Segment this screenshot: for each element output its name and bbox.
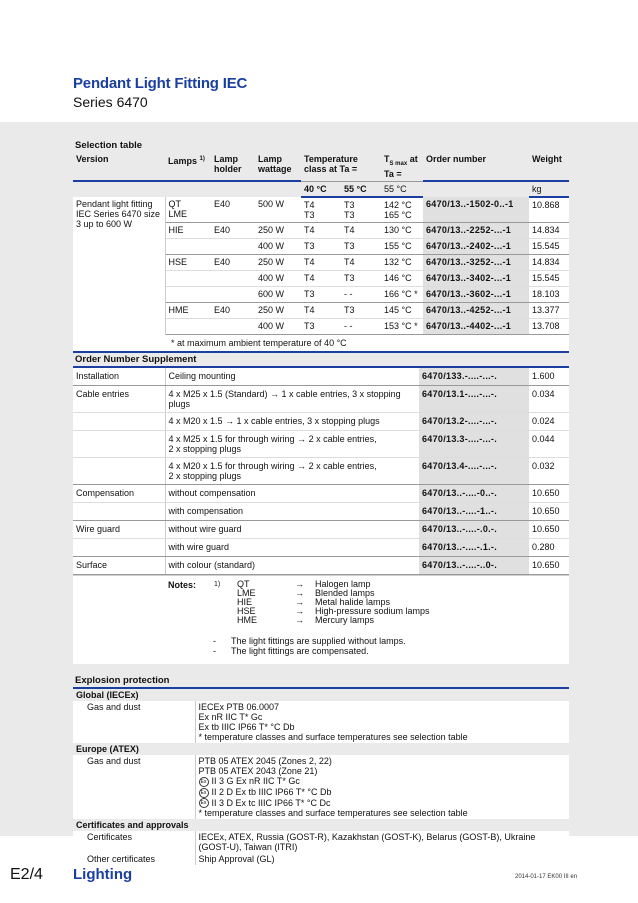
- note-meaning: Metal halide lamps: [315, 597, 391, 608]
- supplement-desc: 4 x M25 x 1.5 (Standard) → 1 x cable entries, 3 x stopping plugs: [165, 386, 419, 413]
- weight-cell: 13.377: [529, 303, 569, 319]
- lamp-cell: [165, 239, 211, 255]
- order-cell: 6470/13..-3402-...-1: [423, 271, 529, 287]
- supplement-weight: 10.650: [529, 503, 569, 521]
- temp55-cell: T3: [341, 271, 381, 287]
- temp40-cell: T4: [301, 271, 341, 287]
- holder-cell: E40: [211, 255, 255, 271]
- temp40-cell: T3: [301, 239, 341, 255]
- europe-line: PTB 05 ATEX 2045 (Zones 2, 22): [198, 756, 332, 767]
- note-code: HIE: [237, 597, 253, 608]
- wattage-cell: 400 W: [255, 271, 301, 287]
- order-cell: 6470/13..-1502-0..-1: [423, 197, 529, 223]
- arrow-icon: →: [295, 588, 304, 599]
- supplement-order: 6470/13..-....-0..-.: [419, 485, 529, 503]
- other-cert-label: Other certificates: [87, 854, 156, 865]
- ts-cell: 142 °C 165 °C: [381, 197, 423, 223]
- temp40-cell: T4: [301, 255, 341, 271]
- note-code: HME: [237, 615, 257, 626]
- weight-cell: 10.868: [529, 197, 569, 223]
- sub-55: 55 °C: [341, 181, 381, 197]
- selection-row: [73, 197, 569, 223]
- supplement-row: [73, 413, 569, 431]
- lamp-cell: [165, 287, 211, 303]
- lamp-cell: HSE: [165, 255, 211, 271]
- wattage-cell: 400 W: [255, 319, 301, 335]
- supplement-order: 6470/13.2-....-...-.: [419, 413, 529, 431]
- col-weight: Weight: [529, 152, 569, 181]
- cert-label: Certificates: [87, 832, 133, 843]
- supplement-order: 6470/13..-....-.0.-.: [419, 521, 529, 539]
- selection-table: [73, 152, 569, 335]
- global-line: Ex tb IIIC IP66 T* °C Db: [198, 722, 295, 733]
- lamp-cell: QT LME: [165, 197, 211, 223]
- global-line: * temperature classes and surface temperatures see selection table: [198, 732, 468, 743]
- other-cert-text: Ship Approval (GL): [195, 853, 569, 865]
- col-ts: $T_{S max}$ at Ta =: [381, 152, 423, 181]
- supplement-category: [73, 539, 165, 557]
- page-title: Pendant Light Fitting IEC: [73, 75, 248, 92]
- supplement-category: [73, 431, 165, 458]
- wattage-cell: 250 W: [255, 255, 301, 271]
- supplement-order: 6470/13..-....-1..-.: [419, 503, 529, 521]
- order-cell: 6470/13..-4402-...-1: [423, 319, 529, 335]
- ts-cell: 153 °C *: [381, 319, 423, 335]
- europe-label: Gas and dust: [87, 756, 141, 767]
- europe-line: PTB 05 ATEX 2043 (Zone 21): [198, 766, 318, 777]
- holder-cell: [211, 319, 255, 335]
- supplement-order: 6470/13.1-....-...-.: [419, 386, 529, 413]
- temp40-cell: T3: [301, 319, 341, 335]
- col-lamps: Lamps $^{1)}$: [165, 152, 211, 181]
- ts-cell: 155 °C: [381, 239, 423, 255]
- notes-box: [73, 575, 569, 664]
- remark-text: The light fittings are compensated.: [231, 646, 369, 657]
- cert-text: IECEx, ATEX, Russia (GOST-R), Kazakhstan (GOST-K), Belarus (GOST-B), Ukraine (GOST-U), Taiwan (ITRI): [195, 831, 569, 853]
- supplement-desc: without wire guard: [165, 521, 419, 539]
- global-title: Global (IECEx): [73, 689, 569, 701]
- holder-cell: E40: [211, 303, 255, 319]
- notes-ref: 1): [214, 581, 221, 589]
- europe-note: * temperature classes and surface temperatures see selection table: [198, 808, 468, 819]
- supplement-desc: without compensation: [165, 485, 419, 503]
- supplement-order: 6470/13..-....-..0-.: [419, 557, 529, 575]
- europe-ex-line: [199, 787, 567, 798]
- supplement-desc: 4 x M20 x 1.5 → 1 x cable entries, 3 x stopping plugs: [165, 413, 419, 431]
- supplement-order: 6470/13..-....-.1.-.: [419, 539, 529, 557]
- notes-label: Notes:: [168, 580, 197, 591]
- supplement-category: [73, 458, 165, 485]
- lamp-cell: [165, 319, 211, 335]
- temp40-cell: T4 T3: [301, 197, 341, 223]
- supplement-row: [73, 521, 569, 539]
- weight-cell: 13.708: [529, 319, 569, 335]
- doc-date: 2014-01-17 EK00 III en: [515, 874, 578, 880]
- order-cell: 6470/13..-2402-...-1: [423, 239, 529, 255]
- supplement-weight: 10.650: [529, 521, 569, 539]
- sub-kg: kg: [529, 181, 569, 197]
- note-code: HSE: [237, 606, 256, 617]
- weight-cell: 15.545: [529, 271, 569, 287]
- arrow-icon: →: [295, 597, 304, 608]
- europe-title: Europe (ATEX): [73, 743, 569, 755]
- page-subtitle: Series 6470: [73, 94, 148, 110]
- note-meaning: Mercury lamps: [315, 615, 375, 626]
- weight-cell: 14.834: [529, 255, 569, 271]
- temp40-cell: T3: [301, 287, 341, 303]
- lamp-cell: HIE: [165, 223, 211, 239]
- supplement-order: 6470/133.-....-...-.: [419, 368, 529, 386]
- holder-cell: [211, 271, 255, 287]
- supplement-weight: 0.044: [529, 431, 569, 458]
- supplement-weight: 0.024: [529, 413, 569, 431]
- ts-cell: 166 °C *: [381, 287, 423, 303]
- temp55-cell: - -: [341, 319, 381, 335]
- temp55-cell: T3: [341, 303, 381, 319]
- ts-cell: 146 °C: [381, 271, 423, 287]
- supplement-desc: Ceiling mounting: [165, 368, 419, 386]
- supplement-row: [73, 557, 569, 575]
- europe-ex-line: [199, 776, 567, 787]
- supplement-weight: 0.032: [529, 458, 569, 485]
- supplement-category: Compensation: [73, 485, 165, 503]
- wattage-cell: 400 W: [255, 239, 301, 255]
- global-label: Gas and dust: [87, 702, 141, 713]
- europe-ex-text: II 2 D Ex tb IIIC IP66 T* °C Db: [211, 786, 332, 797]
- note-meaning: Halogen lamp: [315, 579, 371, 590]
- weight-cell: 15.545: [529, 239, 569, 255]
- supplement-row: [73, 458, 569, 485]
- europe-ex-text: II 3 D Ex tc IIIC IP66 T* °C Dc: [211, 797, 331, 808]
- sub-40: 40 °C: [301, 181, 341, 197]
- datasheet: [73, 139, 569, 865]
- ts-cell: 130 °C: [381, 223, 423, 239]
- supplement-desc: with compensation: [165, 503, 419, 521]
- version-cell: Pendant light fitting IEC Series 6470 size 3 up to 600 W: [73, 197, 165, 335]
- supplement-weight: 10.650: [529, 485, 569, 503]
- temp55-cell: T4: [341, 255, 381, 271]
- supplement-weight: 0.034: [529, 386, 569, 413]
- supplement-category: Surface: [73, 557, 165, 575]
- remark-line: - The light fittings are supplied without lamps.: [213, 636, 406, 647]
- supplement-order: 6470/13.4-....-...-.: [419, 458, 529, 485]
- explosion-table: [73, 689, 569, 865]
- supplement-category: Cable entries: [73, 386, 165, 413]
- supplement-row: [73, 386, 569, 413]
- cert-title: Certificates and approvals: [73, 819, 569, 831]
- sub-ts: 55 °C: [381, 181, 423, 197]
- supplement-desc: with wire guard: [165, 539, 419, 557]
- ex-icon: Ex: [199, 798, 209, 808]
- supplement-desc: with colour (standard): [165, 557, 419, 575]
- temp55-cell: T4: [341, 223, 381, 239]
- supplement-weight: 10.650: [529, 557, 569, 575]
- temp55-cell: T3 T3: [341, 197, 381, 223]
- weight-cell: 18.103: [529, 287, 569, 303]
- note-code: QT: [237, 579, 250, 590]
- order-cell: 6470/13..-2252-...-1: [423, 223, 529, 239]
- holder-cell: E40: [211, 197, 255, 223]
- arrow-icon: →: [295, 606, 304, 617]
- supplement-category: Wire guard: [73, 521, 165, 539]
- supplement-desc: 4 x M25 x 1.5 for through wiring → 2 x cable entries, 2 x stopping plugs: [165, 431, 419, 458]
- ex-icon: Ex: [199, 788, 209, 798]
- arrow-icon: →: [295, 615, 304, 626]
- order-cell: 6470/13..-3252-...-1: [423, 255, 529, 271]
- supplement-category: [73, 413, 165, 431]
- holder-cell: [211, 287, 255, 303]
- col-holder: Lamp holder: [211, 152, 255, 181]
- supplement-row: [73, 539, 569, 557]
- temp55-cell: T3: [341, 239, 381, 255]
- lamp-cell: HME: [165, 303, 211, 319]
- supplement-table: [73, 368, 569, 575]
- europe-ex-text: II 3 G Ex nR IIC T* Gc: [211, 776, 300, 787]
- temp40-cell: T4: [301, 223, 341, 239]
- section-name: Lighting: [73, 866, 133, 883]
- holder-cell: [211, 239, 255, 255]
- selection-title: Selection table: [75, 140, 143, 151]
- explosion-title: Explosion protection: [73, 674, 569, 689]
- col-version: Version: [73, 152, 165, 181]
- page-number: E2/4: [10, 866, 43, 883]
- remark-line: - The light fittings are compensated.: [213, 646, 369, 657]
- note-code: LME: [237, 588, 256, 599]
- global-line: Ex nR IIC T* Gc: [198, 712, 263, 723]
- remark-text: The light fittings are supplied without lamps.: [231, 636, 406, 647]
- supplement-order: 6470/13.3-....-...-.: [419, 431, 529, 458]
- supplement-row: [73, 503, 569, 521]
- temp40-cell: T4: [301, 303, 341, 319]
- ts-cell: 145 °C: [381, 303, 423, 319]
- selection-footnote: * at maximum ambient temperature of 40 °C: [73, 335, 569, 353]
- col-temperature: Temperature class at Ta =: [301, 152, 381, 181]
- note-meaning: High-pressure sodium lamps: [315, 606, 430, 617]
- wattage-cell: 600 W: [255, 287, 301, 303]
- wattage-cell: 250 W: [255, 303, 301, 319]
- weight-cell: 14.834: [529, 223, 569, 239]
- europe-ex-line: [199, 798, 567, 809]
- holder-cell: E40: [211, 223, 255, 239]
- supplement-title: Order Number Supplement: [73, 353, 569, 368]
- note-meaning: Blended lamps: [315, 588, 375, 599]
- supplement-row: [73, 368, 569, 386]
- supplement-category: [73, 503, 165, 521]
- supplement-weight: 0.280: [529, 539, 569, 557]
- ts-cell: 132 °C: [381, 255, 423, 271]
- arrow-icon: →: [295, 579, 304, 590]
- wattage-cell: 500 W: [255, 197, 301, 223]
- supplement-category: Installation: [73, 368, 165, 386]
- supplement-row: [73, 485, 569, 503]
- col-wattage: Lamp wattage: [255, 152, 301, 181]
- order-cell: 6470/13..-4252-...-1: [423, 303, 529, 319]
- supplement-row: [73, 431, 569, 458]
- order-cell: 6470/13..-3602-...-1: [423, 287, 529, 303]
- supplement-desc: 4 x M20 x 1.5 for through wiring → 2 x cable entries, 2 x stopping plugs: [165, 458, 419, 485]
- ex-icon: Ex: [199, 777, 209, 787]
- global-line: IECEx PTB 06.0007: [198, 702, 280, 713]
- lamp-cell: [165, 271, 211, 287]
- wattage-cell: 250 W: [255, 223, 301, 239]
- temp55-cell: - -: [341, 287, 381, 303]
- supplement-weight: 1.600: [529, 368, 569, 386]
- col-order: Order number: [423, 152, 529, 181]
